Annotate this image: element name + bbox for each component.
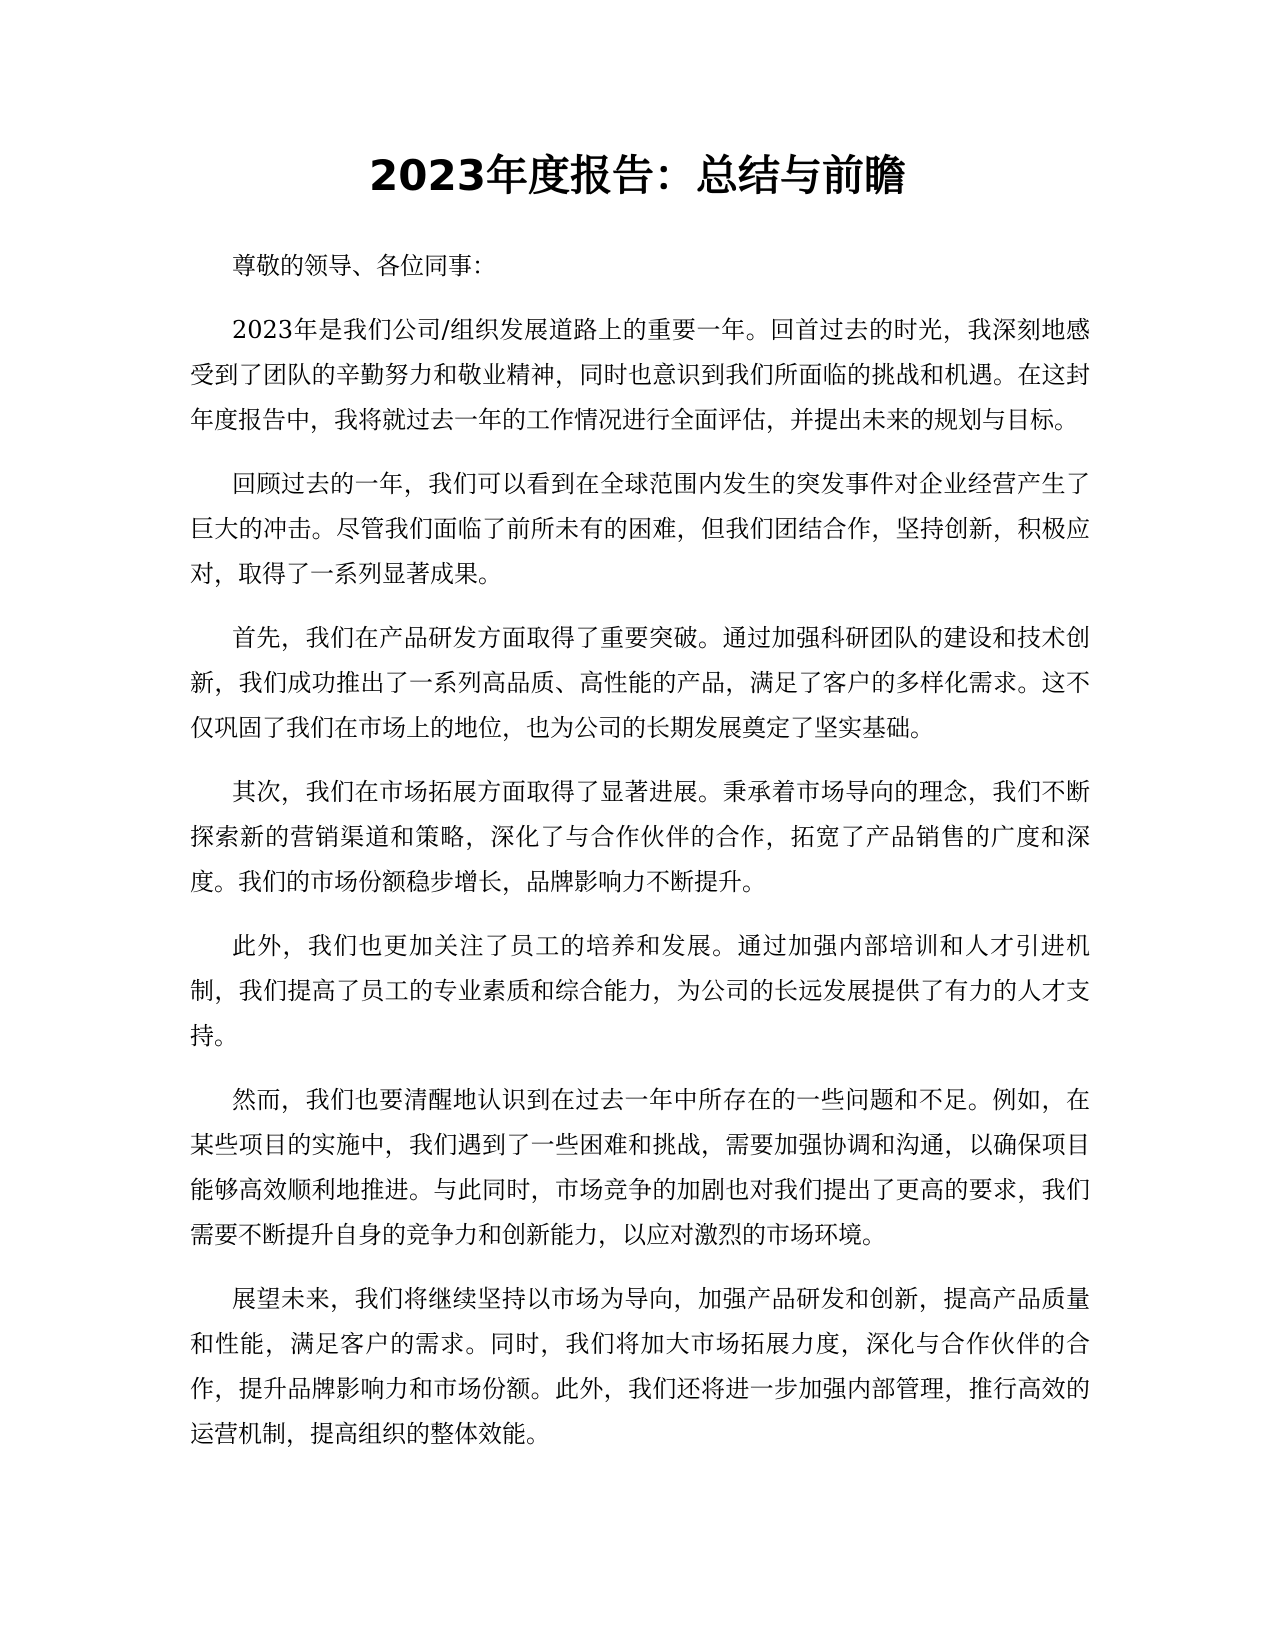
- paragraph-market: 其次，我们在市场拓展方面取得了显著进展。秉承着市场导向的理念，我们不断探索新的营销渠道和策略，深化了与合作伙伴的合作，拓宽了产品销售的广度和深度。我们的市场份额稳步增长，品牌影响力不断提升。: [190, 778, 1090, 896]
- document-title: 2023年度报告：总结与前瞻: [369, 151, 906, 200]
- paragraph-staff: 此外，我们也更加关注了员工的培养和发展。通过加强内部培训和人才引进机制，我们提高了员工的专业素质和综合能力，为公司的长远发展提供了有力的人才支持。: [190, 932, 1090, 1050]
- paragraph-issues: 然而，我们也要清醒地认识到在过去一年中所存在的一些问题和不足。例如，在某些项目的实施中，我们遇到了一些困难和挑战，需要加强协调和沟通，以确保项目能够高效顺利地推进。与此同时，市场竞争的加剧也对我们提出了更高的要求，我们需要不断提升自身的竞争力和创新能力，以应对激烈的市场环境。: [190, 1086, 1090, 1249]
- paragraph-product: 首先，我们在产品研发方面取得了重要突破。通过加强科研团队的建设和技术创新，我们成功推出了一系列高品质、高性能的产品，满足了客户的多样化需求。这不仅巩固了我们在市场上的地位，也为公司的长期发展奠定了坚实基础。: [190, 624, 1090, 742]
- greeting: 尊敬的领导、各位同事：: [232, 252, 496, 280]
- paragraph-review: 回顾过去的一年，我们可以看到在全球范围内发生的突发事件对企业经营产生了巨大的冲击。尽管我们面临了前所未有的困难，但我们团结合作，坚持创新，积极应对，取得了一系列显著成果。: [190, 470, 1090, 588]
- paragraph-intro: 2023年是我们公司/组织发展道路上的重要一年。回首过去的时光，我深刻地感受到了团队的辛勤努力和敬业精神，同时也意识到我们所面临的挑战和机遇。在这封年度报告中，我将就过去一年的工作情况进行全面评估，并提出未来的规划与目标。: [190, 316, 1090, 434]
- paragraph-outlook: 展望未来，我们将继续坚持以市场为导向，加强产品研发和创新，提高产品质量和性能，满足客户的需求。同时，我们将加大市场拓展力度，深化与合作伙伴的合作，提升品牌影响力和市场份额。此外，我们还将进一步加强内部管理，推行高效的运营机制，提高组织的整体效能。: [190, 1285, 1090, 1448]
- document-body: [190, 244, 1090, 1476]
